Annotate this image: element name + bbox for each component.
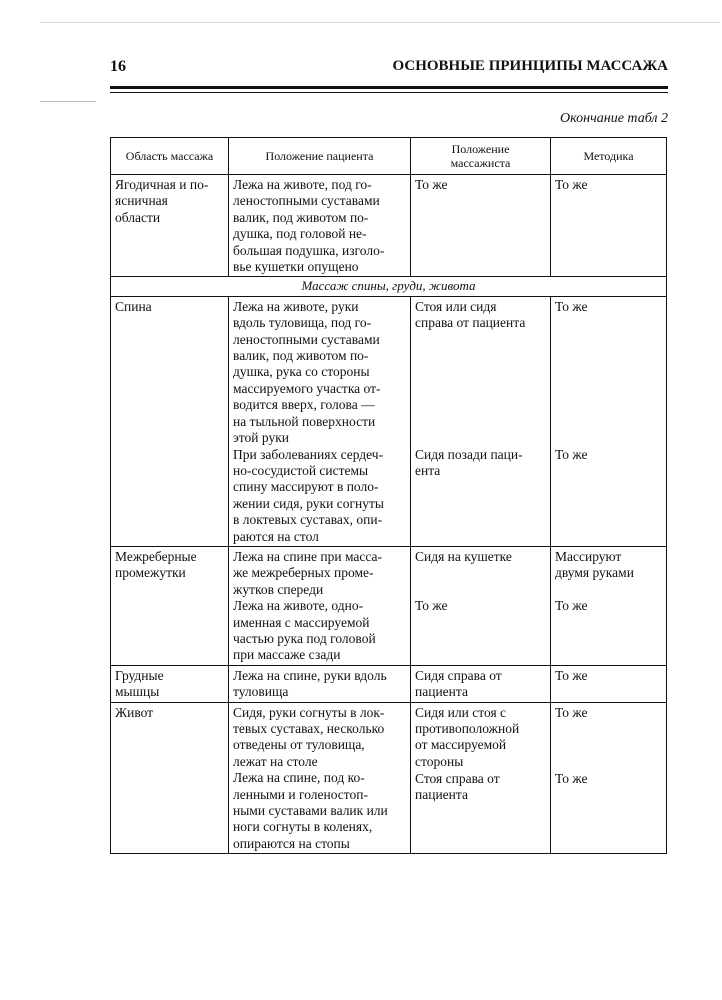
therapist-variant-2 xyxy=(415,771,546,804)
text-line: же межреберных проме- xyxy=(233,565,374,581)
text-line: Лежа на животе, под го- xyxy=(233,177,372,192)
text-line: тевых суставах, несколько xyxy=(233,721,385,736)
text-line: при массаже сзади xyxy=(233,647,341,663)
text-line: То же xyxy=(555,298,588,314)
text-line: справа от пациента xyxy=(415,315,526,331)
cell-area xyxy=(111,702,229,854)
header-therapist xyxy=(411,138,551,175)
text-line: Стоя или сидя xyxy=(415,298,497,314)
text-line: валик, под животом по- xyxy=(233,348,369,364)
table-row xyxy=(111,665,667,702)
text-line: валик, под животом по- xyxy=(233,209,369,225)
text-line: Сидя справа от xyxy=(415,667,502,683)
therapist-variant-1 xyxy=(415,705,546,771)
scan-top-edge xyxy=(40,22,720,23)
table-header-row xyxy=(111,138,667,175)
text-line: вье кушетки опущено xyxy=(233,259,359,275)
text-line: То же xyxy=(555,597,588,613)
text-line: Лежа на животе, руки xyxy=(233,298,359,314)
patient-variant-1 xyxy=(233,549,406,598)
header-area: Область массажа xyxy=(111,138,229,175)
text-line: Лежа на спине, под ко- xyxy=(233,770,365,786)
cell-method xyxy=(551,702,667,854)
text-line: леностопными суставами xyxy=(233,193,380,209)
text-line: То же xyxy=(555,667,588,683)
cell-method xyxy=(551,296,667,546)
text-line: ясничная xyxy=(115,193,168,209)
text-line: Сидя на кушетке xyxy=(415,548,512,564)
text-line: душка, рука со стороны xyxy=(233,364,370,380)
table-row xyxy=(111,175,667,277)
therapist-variant-2 xyxy=(415,447,546,480)
text-line: Лежа на животе, одно- xyxy=(233,598,364,614)
text-line: Сидя, руки согнуты в лок- xyxy=(233,704,385,720)
cell-patient xyxy=(229,546,411,665)
text-line: в локтевых суставах, опи- xyxy=(233,512,383,528)
text-line: именная с массируемой xyxy=(233,614,370,630)
header-rule-thin xyxy=(110,92,668,93)
text-line: Сидя позади паци- xyxy=(415,446,523,462)
cell-therapist xyxy=(411,665,551,702)
table-row xyxy=(111,702,667,854)
text-line: ента xyxy=(415,463,441,479)
text-line: Положение xyxy=(451,142,510,156)
text-line: ленными и голеностоп- xyxy=(233,786,368,802)
text-line: Ягодичная и по- xyxy=(115,177,209,192)
cell-therapist xyxy=(411,296,551,546)
text-line: раются на стол xyxy=(233,528,319,544)
therapist-variant-2 xyxy=(415,598,546,614)
therapist-variant-1 xyxy=(415,549,546,598)
text-line: туловища xyxy=(233,684,289,700)
running-head: ОСНОВНЫЕ ПРИНЦИПЫ МАССАЖА xyxy=(392,58,668,74)
text-line: отведены от туловища, xyxy=(233,737,365,753)
text-line: стороны xyxy=(415,753,464,769)
text-line: Лежа на спине, руки вдоль xyxy=(233,667,387,683)
text-line: области xyxy=(115,209,161,225)
text-line: ными суставами валик или xyxy=(233,803,388,819)
section-title: Массаж спины, груди, живота xyxy=(111,277,667,296)
text-line: При заболеваниях сердеч- xyxy=(233,446,384,462)
text-line: лежат на столе xyxy=(233,753,318,769)
text-line: Положение пациента xyxy=(265,149,374,163)
method-variant-2 xyxy=(555,771,662,787)
text-line: большая подушка, изголо- xyxy=(233,242,385,258)
text-line: жутков спереди xyxy=(233,581,324,597)
text-line: частью рука под головой xyxy=(233,630,376,646)
cell-patient xyxy=(229,175,411,277)
text-line: душка, под головой не- xyxy=(233,226,367,242)
text-line: двумя руками xyxy=(555,565,634,581)
text-line: от массируемой xyxy=(415,737,507,753)
text-line: Спина xyxy=(115,298,152,314)
text-line: Сидя или стоя с xyxy=(415,704,507,720)
text-line: водится вверх, голова — xyxy=(233,397,375,413)
text-line: Стоя справа от xyxy=(415,770,500,786)
patient-variant-2 xyxy=(233,598,406,664)
text-line: противоположной xyxy=(415,721,520,736)
text-line: То же xyxy=(415,177,448,192)
text-line: пациента xyxy=(415,787,468,802)
method-variant-1 xyxy=(555,549,662,598)
text-line: но-сосудистой системы xyxy=(233,462,369,478)
cell-patient xyxy=(229,296,411,546)
patient-variant-2 xyxy=(233,770,406,852)
table-caption: Окончание табл 2 xyxy=(560,111,668,126)
text-line: То же xyxy=(555,704,588,720)
text-line: Межреберные xyxy=(115,548,197,564)
method-variant-2 xyxy=(555,447,662,463)
text-line: жении сидя, руки согнуты xyxy=(233,495,384,511)
margin-mark xyxy=(40,101,96,102)
patient-variant-1 xyxy=(233,299,406,447)
cell-therapist xyxy=(411,702,551,854)
cell-method xyxy=(551,546,667,665)
text-line: этой руки xyxy=(233,430,289,446)
text-line: спину массируют в поло- xyxy=(233,479,379,495)
table-row xyxy=(111,296,667,546)
text-line: массируемого участка от- xyxy=(233,380,381,396)
patient-variant-1 xyxy=(233,705,406,771)
cell-area xyxy=(111,296,229,546)
text-line: пациента xyxy=(415,684,468,700)
text-line: То же xyxy=(415,597,448,613)
text-line: ноги согнуты в коленях, xyxy=(233,819,373,835)
cell-method xyxy=(551,175,667,277)
text-line: опираются на стопы xyxy=(233,835,350,851)
massage-table xyxy=(110,137,667,854)
cell-patient xyxy=(229,702,411,854)
page-header xyxy=(110,58,668,84)
text-line: Массируют xyxy=(555,548,622,564)
cell-area xyxy=(111,665,229,702)
cell-method xyxy=(551,665,667,702)
cell-therapist xyxy=(411,546,551,665)
method-variant-2 xyxy=(555,598,662,614)
text-line: вдоль туловища, под го- xyxy=(233,315,372,331)
cell-therapist xyxy=(411,175,551,277)
text-line: То же xyxy=(555,446,588,462)
text-line: То же xyxy=(555,177,588,192)
text-line: леностопными суставами xyxy=(233,331,380,347)
method-variant-1 xyxy=(555,705,662,771)
cell-area xyxy=(111,175,229,277)
text-line: Лежа на спине при масса- xyxy=(233,548,383,564)
text-line: мышцы xyxy=(115,684,160,700)
cell-area xyxy=(111,546,229,665)
text-line: на тыльной поверхности xyxy=(233,413,376,429)
page-number: 16 xyxy=(110,58,126,75)
method-variant-1 xyxy=(555,299,662,447)
header-rule-thick xyxy=(110,86,668,89)
patient-variant-2 xyxy=(233,447,406,545)
cell-patient xyxy=(229,665,411,702)
section-row xyxy=(111,277,667,296)
therapist-variant-1 xyxy=(415,299,546,447)
text-line: То же xyxy=(555,770,588,786)
header-patient xyxy=(229,138,411,175)
text-line: Грудные xyxy=(115,667,164,683)
text-line: массажиста xyxy=(450,156,511,170)
table-row xyxy=(111,546,667,665)
text-line: Живот xyxy=(115,704,154,720)
text-line: промежутки xyxy=(115,565,186,581)
header-method: Методика xyxy=(551,138,667,175)
